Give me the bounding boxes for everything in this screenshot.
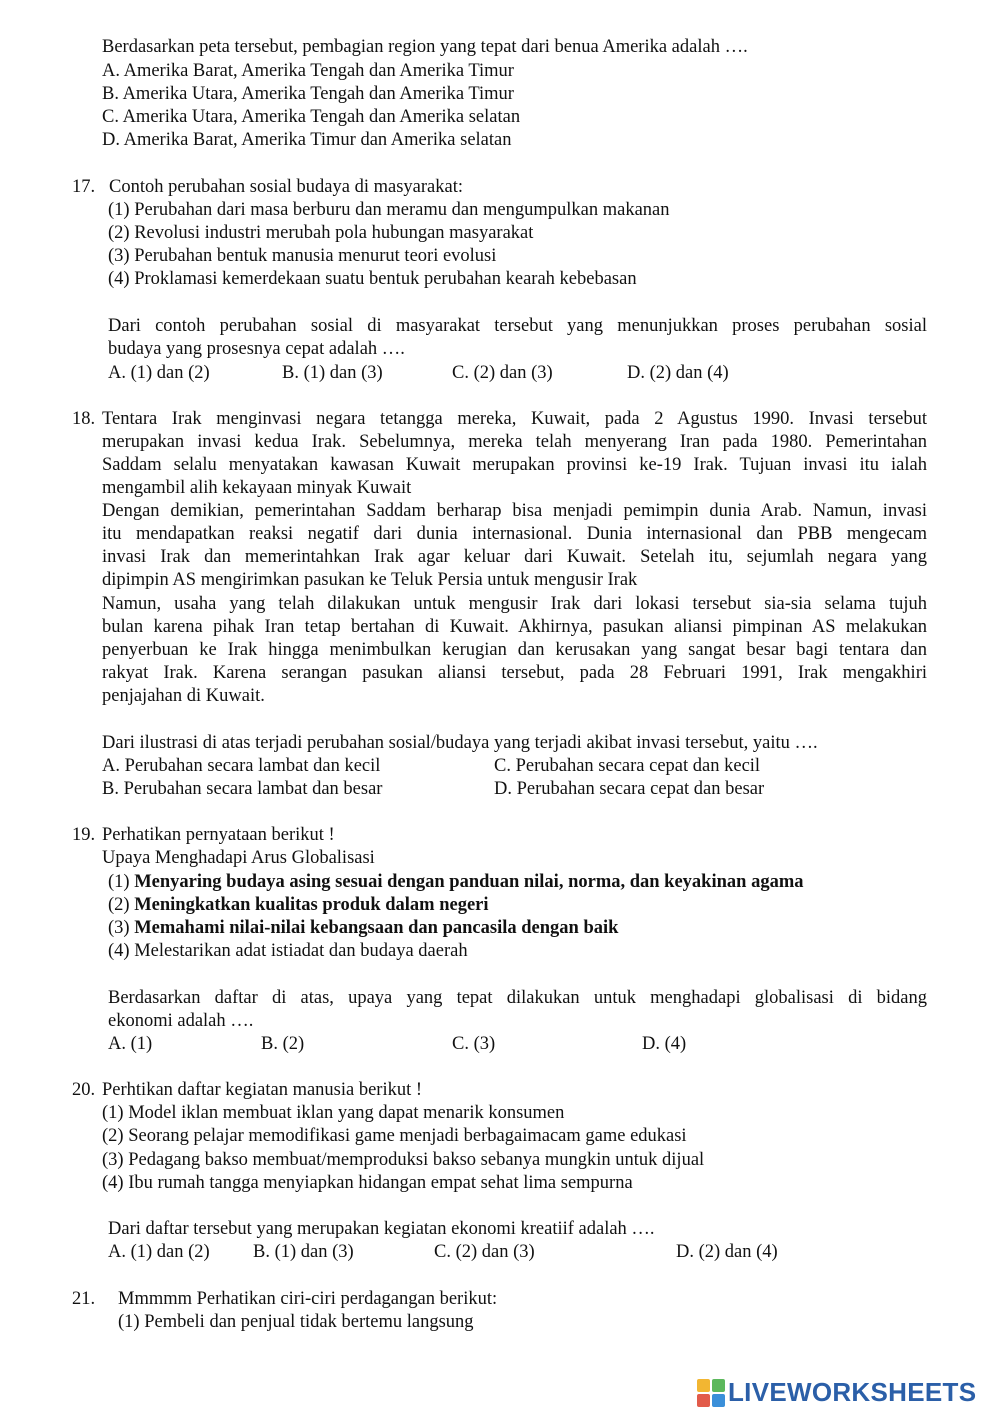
question-17-item-1: (1) Perubahan dari masa berburu dan meramu dan mengumpulkan makanan bbox=[108, 200, 670, 220]
question-20-item-2: (2) Seorang pelajar memodifikasi game menjadi berbagaimacam game edukasi bbox=[102, 1126, 687, 1146]
question-20-option-b: B. (1) dan (3) bbox=[253, 1242, 354, 1262]
question-18-text: penjajahan di Kuwait. bbox=[102, 686, 265, 706]
question-17-title: Contoh perubahan sosial budaya di masyarakat: bbox=[109, 177, 463, 197]
question-19-item-2: (2) Meningkatkan kualitas produk dalam negeri bbox=[108, 895, 489, 915]
question-18-option-a: A. Perubahan secara lambat dan kecil bbox=[102, 756, 381, 776]
question-20-question: Dari daftar tersebut yang merupakan kegiatan ekonomi kreatiif adalah …. bbox=[108, 1219, 655, 1239]
question-17-option-b: B. (1) dan (3) bbox=[282, 363, 383, 383]
question-21-number: 21. bbox=[72, 1289, 96, 1309]
question-16-stem: Berdasarkan peta tersebut, pembagian region yang tepat dari benua Amerika adalah …. bbox=[102, 37, 748, 57]
question-18-text: rakyat Irak. Karena serangan pasukan aliansi tersebut, pada 28 Februari 1991, Irak mengakhiri bbox=[102, 663, 927, 683]
question-18-option-b: B. Perubahan secara lambat dan besar bbox=[102, 779, 383, 799]
question-18-number: 18. bbox=[72, 409, 96, 429]
question-20-title: Perhtikan daftar kegiatan manusia berikut ! bbox=[102, 1080, 423, 1100]
question-21-title: Mmmmm Perhatikan ciri-ciri perdagangan berikut: bbox=[118, 1289, 498, 1309]
question-19-title: Perhatikan pernyataan berikut ! bbox=[102, 825, 335, 845]
question-18-text: penyerbuan ke Irak hingga menimbulkan kerugian dan kerusakan yang sangat besar bagi tentara dan bbox=[102, 640, 927, 660]
question-19-option-d: D. (4) bbox=[642, 1034, 687, 1054]
question-19-subtitle: Upaya Menghadapi Arus Globalisasi bbox=[102, 848, 375, 868]
question-18-text: invasi Irak dan memerintahkan Irak agar keluar dari Kuwait. Setelah itu, sejumlah negara yang bbox=[102, 547, 927, 567]
question-20-option-c: C. (2) dan (3) bbox=[434, 1242, 535, 1262]
question-18-text: merupakan invasi kedua Irak. Sebelumnya, mereka telah menyerang Iran pada 1980. Pemerintahan bbox=[102, 432, 927, 452]
question-19-option-b: B. (2) bbox=[261, 1034, 305, 1054]
question-18-text: itu mendapatkan reaksi negatif dari dunia internasional. Dunia internasional dan PBB mengecam bbox=[102, 524, 927, 544]
question-18-question: Dari ilustrasi di atas terjadi perubahan sosial/budaya yang terjadi akibat invasi tersebut, yaitu …. bbox=[102, 733, 818, 753]
question-17-option-c: C. (2) dan (3) bbox=[452, 363, 553, 383]
question-17-item-3: (3) Perubahan bentuk manusia menurut teori evolusi bbox=[108, 246, 497, 266]
question-19-item-4: (4) Melestarikan adat istiadat dan budaya daerah bbox=[108, 941, 468, 961]
question-18-text: Saddam selalu menyatakan kawasan Kuwait merupakan provinsi ke-19 Irak. Tujuan invasi itu ialah bbox=[102, 455, 927, 475]
question-20-option-a: A. (1) dan (2) bbox=[108, 1242, 210, 1262]
question-18-text: Namun, usaha yang telah dilakukan untuk mengusir Irak dari lokasi tersebut sia-sia selama tujuh bbox=[102, 594, 927, 614]
question-17-item-4: (4) Proklamasi kemerdekaan suatu bentuk perubahan kearah kebebasan bbox=[108, 269, 637, 289]
question-19-question: Berdasarkan daftar di atas, upaya yang tepat dilakukan untuk menghadapi globalisasi di bidang bbox=[108, 988, 927, 1008]
question-20-item-1: (1) Model iklan membuat iklan yang dapat menarik konsumen bbox=[102, 1103, 565, 1123]
question-17-option-d: D. (2) dan (4) bbox=[627, 363, 729, 383]
question-16-option-a: A. Amerika Barat, Amerika Tengah dan Amerika Timur bbox=[102, 61, 514, 81]
question-18-text: bulan karena pihak Iran tetap bertahan di Kuwait. Akhirnya, pasukan aliansi pimpinan AS melakukan bbox=[102, 617, 927, 637]
question-18-option-c: C. Perubahan secara cepat dan kecil bbox=[494, 756, 761, 776]
question-20-option-d: D. (2) dan (4) bbox=[676, 1242, 778, 1262]
question-16-option-c: C. Amerika Utara, Amerika Tengah dan Amerika selatan bbox=[102, 107, 521, 127]
question-16-option-d: D. Amerika Barat, Amerika Timur dan Amerika selatan bbox=[102, 130, 512, 150]
liveworksheets-logo[interactable] bbox=[697, 1378, 976, 1408]
question-19-option-c: C. (3) bbox=[452, 1034, 496, 1054]
question-17-question: Dari contoh perubahan sosial di masyarakat tersebut yang menunjukkan proses perubahan sosial bbox=[108, 316, 927, 336]
question-19-item-3: (3) Memahami nilai-nilai kebangsaan dan pancasila dengan baik bbox=[108, 918, 619, 938]
liveworksheets-logo-icon bbox=[697, 1379, 725, 1407]
question-20-item-4: (4) Ibu rumah tangga menyiapkan hidangan empat sehat lima sempurna bbox=[102, 1173, 633, 1193]
question-19-question-end: ekonomi adalah …. bbox=[108, 1011, 254, 1031]
question-20-item-3: (3) Pedagang bakso membuat/memproduksi bakso sebanya mungkin untuk dijual bbox=[102, 1150, 705, 1170]
question-18-text: mengambil alih kekayaan minyak Kuwait bbox=[102, 478, 412, 498]
question-18-text: dipimpin AS mengirimkan pasukan ke Teluk Persia untuk mengusir Irak bbox=[102, 570, 638, 590]
question-19-option-a: A. (1) bbox=[108, 1034, 153, 1054]
question-18-text: Tentara Irak menginvasi negara tetangga mereka, Kuwait, pada 2 Agustus 1990. Invasi tersebut bbox=[102, 409, 927, 429]
question-17-option-a: A. (1) dan (2) bbox=[108, 363, 210, 383]
question-21-item-1: (1) Pembeli dan penjual tidak bertemu langsung bbox=[118, 1312, 474, 1332]
question-19-number: 19. bbox=[72, 825, 96, 845]
question-17-number: 17. bbox=[72, 177, 96, 197]
question-17-question-end: budaya yang prosesnya cepat adalah …. bbox=[108, 339, 405, 359]
question-17-item-2: (2) Revolusi industri merubah pola hubungan masyarakat bbox=[108, 223, 534, 243]
question-19-item-1: (1) Menyaring budaya asing sesuai dengan panduan nilai, norma, dan keyakinan agama bbox=[108, 872, 804, 892]
question-16-option-b: B. Amerika Utara, Amerika Tengah dan Amerika Timur bbox=[102, 84, 514, 104]
question-18-option-d: D. Perubahan secara cepat dan besar bbox=[494, 779, 765, 799]
liveworksheets-logo-text: LIVEWORKSHEETS bbox=[728, 1377, 977, 1408]
question-18-text: Dengan demikian, pemerintahan Saddam berharap bisa menjadi pemimpin dunia Arab. Namun, invasi bbox=[102, 501, 927, 521]
question-20-number: 20. bbox=[72, 1080, 96, 1100]
